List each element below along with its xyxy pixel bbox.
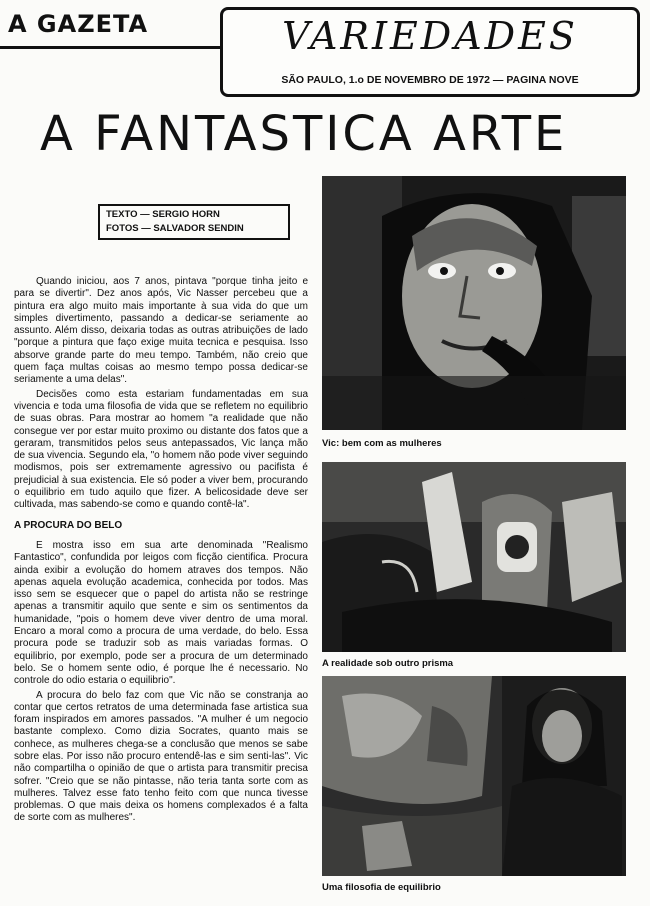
credits-box bbox=[98, 204, 290, 240]
subhead: A PROCURA DO BELO bbox=[14, 519, 123, 531]
studio-photo-image bbox=[322, 676, 626, 876]
photo-caption: Uma filosofia de equilibrio bbox=[322, 882, 441, 893]
credit-text: TEXTO — SERGIO HORN bbox=[106, 209, 220, 220]
painting-photo bbox=[322, 462, 626, 652]
photo-caption: A realidade sob outro prisma bbox=[322, 658, 454, 669]
photo-caption: Vic: bem com as mulheres bbox=[322, 438, 442, 449]
masthead-rule bbox=[0, 46, 222, 49]
paragraph: Decisões como esta estariam fundamentadas em sua vivencia e toda uma filosofia de vida que se refletem no equilibrio de suas obras. Para mostrar ao homem "a realidade que não consegue ver por estar muito proximo ou distante dos fatos que a geraram, transmitidos pelos seus antepassados, Vic lança mão de sua vivencia. Segundo ela, "o homem não pode viver seguindo modismos, pois ser extremamente agressivo ou pacifista é prejudicial à sua existencia. Ele só poder a viver bem, procurando o equilibrio em tudo aquilo que fizer. A belicosidade deve ser cultivada, mas sabendo-se como e quando contê-la". bbox=[14, 388, 308, 511]
paragraph: Quando iniciou, aos 7 anos, pintava "porque tinha jeito e para se divertir". Dez anos após, Vic Nasser percebeu que a pintura era algo muito mais importante à sua vida do que um simples divertimento, passando a dedicar-se seriamente ao assunto. Além disso, deixaria todas as outras atribuições de lado "porque a pintura que faço exige muita tecnica e pesquisa. Isso absorve grande parte do meu tempo. Também, não creio que quem faça multas coisas ao mesmo tempo possa dedicar-se seriamente a uma delas". bbox=[14, 276, 308, 386]
portrait-photo-image bbox=[322, 176, 626, 430]
dateline: SÃO PAULO, 1.o DE NOVEMBRO DE 1972 — PAGINA NOVE bbox=[281, 74, 579, 86]
paragraph: A procura do belo faz com que Vic não se constranja ao contar que certos retratos de uma determinada fase artistica sua foram inspirados em amores passados. "A mulher é um negocio bastante complexo. Como dizia Socrates, quanto mais se conhece, as mulheres chega-se a conclusão que menos se sabe sobre elas. Por isso não procuro entendê-las e sim senti-las". Vic não compartilha o opinião de que o artista para transmitir precisa sofrer. "Creio que se não pintasse, não teria tanta sorte com as mulheres. Talvez esse fato tenho feito com que nunca tivesse problemas. O que mais deixa os homens complexados é a falta de sorte com as mulheres". bbox=[14, 689, 308, 824]
studio-photo bbox=[322, 676, 626, 876]
section-box bbox=[220, 7, 640, 97]
paragraph: E mostra isso em sua arte denominada "Realismo Fantastico", confundida por leigos com ficção cientifica. Procura ainda exibir a evolução do homem atraves dos tempos. Não apenas aquela evolução academica, conhecida por todos. Mas isso sem se esquecer que o papel do artista não se restringe apenas a transmitir aquilo que sente e sim os sentimentos da humanidade, "pois o homem deve viver dentro de uma moral. Encaro a moral como a procura de uma verdade, do belo. Essa procura pode se traduzir sob as mais variadas formas. O equilibrio, por exemplo, pode ser a procura de um determinado belo. Se o homem sente odio, é porque lhe é necessario. No controle do odio estaria o equilibrio". bbox=[14, 539, 308, 687]
headline: A FANTASTICA ARTE bbox=[40, 106, 568, 162]
painting-photo-image bbox=[322, 462, 626, 652]
portrait-photo bbox=[322, 176, 626, 430]
credit-photos: FOTOS — SALVADOR SENDIN bbox=[106, 223, 244, 234]
section-title: VARIEDADES bbox=[282, 14, 578, 58]
paper-name: A GAZETA bbox=[8, 10, 149, 38]
article-body bbox=[14, 276, 308, 827]
